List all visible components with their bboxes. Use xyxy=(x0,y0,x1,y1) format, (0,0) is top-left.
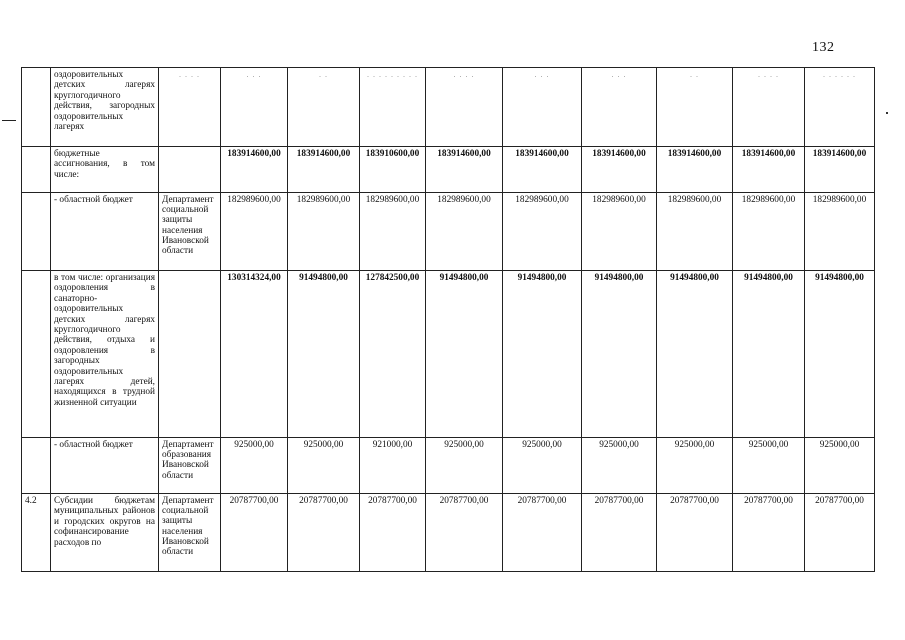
value-cell: 183914600,00 xyxy=(221,147,288,193)
row-executor: Департамент образования Ивановской области xyxy=(159,438,221,494)
value-cell: 91494800,00 xyxy=(288,271,360,438)
row-description: - областной бюджет xyxy=(51,438,159,494)
value-cell: 182989600,00 xyxy=(657,193,733,271)
faint-mark: . . . . xyxy=(159,68,221,147)
margin-dash xyxy=(2,120,16,121)
row-index xyxy=(22,271,51,438)
value-cell: 127842500,00 xyxy=(360,271,426,438)
value-cell: 925000,00 xyxy=(733,438,805,494)
value-cell: 91494800,00 xyxy=(733,271,805,438)
row-description: - областной бюджет xyxy=(51,193,159,271)
value-cell: 183914600,00 xyxy=(805,147,875,193)
value-cell: 20787700,00 xyxy=(503,494,582,572)
table-row xyxy=(22,68,875,147)
value-cell: 20787700,00 xyxy=(805,494,875,572)
table-row xyxy=(22,193,875,271)
value-cell: 91494800,00 xyxy=(426,271,503,438)
table-row xyxy=(22,494,875,572)
faint-mark: . . . . xyxy=(733,68,805,147)
value-cell: 182989600,00 xyxy=(360,193,426,271)
value-cell: 91494800,00 xyxy=(805,271,875,438)
table-row xyxy=(22,438,875,494)
row-executor: Департамент социальной защиты населения Ивановской области xyxy=(159,193,221,271)
value-cell: 182989600,00 xyxy=(221,193,288,271)
value-cell: 20787700,00 xyxy=(733,494,805,572)
faint-mark: . . xyxy=(657,68,733,147)
row-index xyxy=(22,438,51,494)
faint-mark: . . . xyxy=(582,68,657,147)
faint-mark: . . . . xyxy=(426,68,503,147)
value-cell: 20787700,00 xyxy=(426,494,503,572)
value-cell: 91494800,00 xyxy=(657,271,733,438)
table-row xyxy=(22,271,875,438)
value-cell: 925000,00 xyxy=(221,438,288,494)
row-description: бюджетные ассигнования, в том числе: xyxy=(51,147,159,193)
value-cell: 183914600,00 xyxy=(582,147,657,193)
row-index xyxy=(22,147,51,193)
row-executor xyxy=(159,147,221,193)
value-cell: 925000,00 xyxy=(805,438,875,494)
row-executor: Департамент социальной защиты населения Ивановской области xyxy=(159,494,221,572)
faint-mark: . . . xyxy=(503,68,582,147)
value-cell: 182989600,00 xyxy=(733,193,805,271)
value-cell: 130314324,00 xyxy=(221,271,288,438)
budget-table xyxy=(21,67,875,572)
value-cell: 20787700,00 xyxy=(582,494,657,572)
row-index xyxy=(22,68,51,147)
value-cell: 925000,00 xyxy=(426,438,503,494)
value-cell: 183914600,00 xyxy=(503,147,582,193)
value-cell: 183914600,00 xyxy=(657,147,733,193)
value-cell: 182989600,00 xyxy=(426,193,503,271)
faint-mark: . . . xyxy=(221,68,288,147)
faint-mark: . . . . . . xyxy=(805,68,875,147)
value-cell: 921000,00 xyxy=(360,438,426,494)
value-cell: 20787700,00 xyxy=(288,494,360,572)
row-index: 4.2 xyxy=(22,494,51,572)
value-cell: 182989600,00 xyxy=(503,193,582,271)
value-cell: 925000,00 xyxy=(288,438,360,494)
value-cell: 925000,00 xyxy=(582,438,657,494)
value-cell: 91494800,00 xyxy=(582,271,657,438)
value-cell: 183910600,00 xyxy=(360,147,426,193)
value-cell: 925000,00 xyxy=(657,438,733,494)
value-cell: 91494800,00 xyxy=(503,271,582,438)
faint-mark: . . xyxy=(288,68,360,147)
row-description: Субсидии бюджетам муниципальных районов и городских округов на софинансирование расходов по xyxy=(51,494,159,572)
scan-speck xyxy=(886,112,888,114)
value-cell: 20787700,00 xyxy=(221,494,288,572)
row-executor xyxy=(159,271,221,438)
table-row xyxy=(22,147,875,193)
page-number: 132 xyxy=(812,40,835,55)
value-cell: 182989600,00 xyxy=(288,193,360,271)
value-cell: 20787700,00 xyxy=(657,494,733,572)
value-cell: 183914600,00 xyxy=(426,147,503,193)
value-cell: 182989600,00 xyxy=(582,193,657,271)
row-description: оздоровительных детских лагерях круглогодичного действия, загородных оздоровительных лагерях xyxy=(51,68,159,147)
value-cell: 182989600,00 xyxy=(805,193,875,271)
value-cell: 183914600,00 xyxy=(733,147,805,193)
value-cell: 20787700,00 xyxy=(360,494,426,572)
value-cell: 925000,00 xyxy=(503,438,582,494)
row-description: в том числе: организация оздоровления в санаторно-оздоровительных детских лагерях круглогодичного действия, отдыха и оздоровления в загородных оздоровительных лагерях детей, находящихся в трудной жизненной ситуации xyxy=(51,271,159,438)
faint-mark: . . . . . . . . . xyxy=(360,68,426,147)
row-index xyxy=(22,193,51,271)
value-cell: 183914600,00 xyxy=(288,147,360,193)
